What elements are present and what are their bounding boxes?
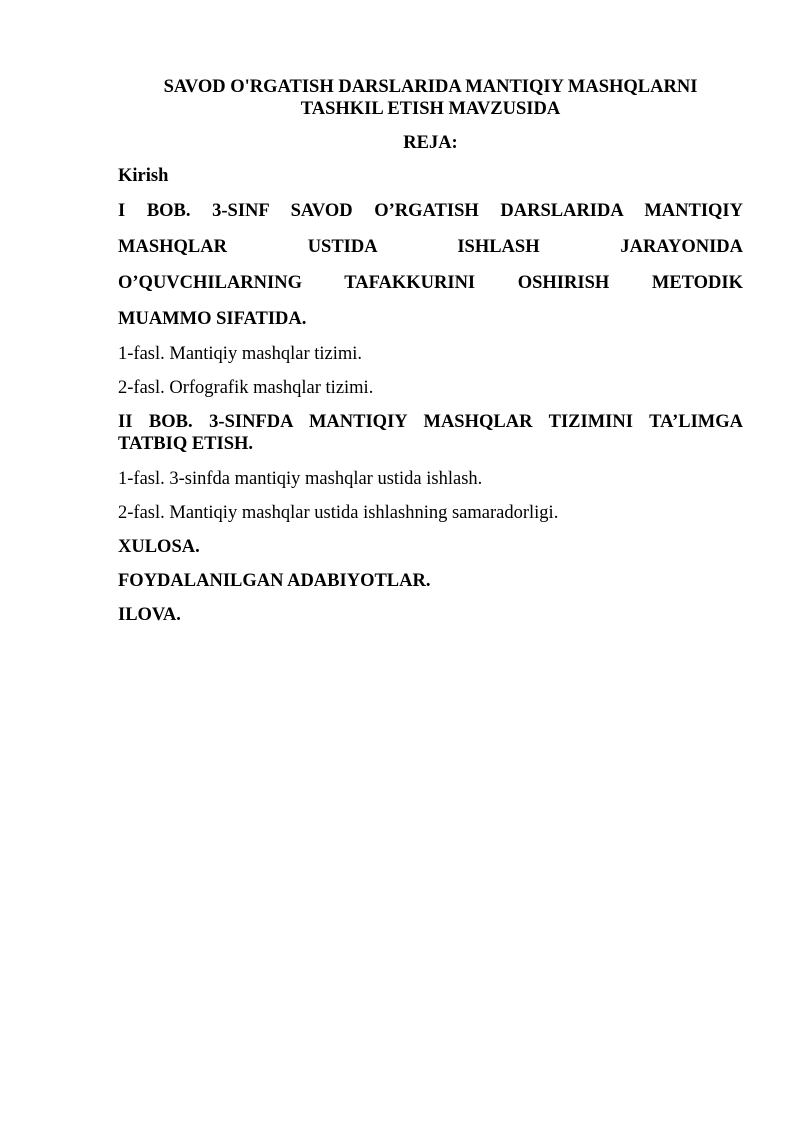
document-title-line-1: SAVOD O'RGATISH DARSLARIDA MANTIQIY MASHQLARNI bbox=[163, 77, 698, 97]
chapter-2-section-1: 1-fasl. 3-sinfda mantiqiy mashqlar ustida ishlash. bbox=[118, 469, 483, 489]
chapter-2-line-1: II BOB. 3-SINFDA MANTIQIY MASHQLAR TIZIMINI TA’LIMGA bbox=[118, 412, 743, 432]
references-entry: FOYDALANILGAN ADABIYOTLAR. bbox=[118, 571, 431, 591]
document-page bbox=[118, 76, 743, 626]
chapter-2-heading bbox=[118, 411, 743, 455]
chapter-1-line-1: I BOB. 3-SINF SAVOD O’RGATISH DARSLARIDA MANTIQIY bbox=[118, 201, 743, 221]
chapter-1-line-2: MASHQLAR USTIDA ISHLASH JARAYONIDA bbox=[118, 237, 743, 257]
chapter-2-section-2: 2-fasl. Mantiqiy mashqlar ustida ishlashning samaradorligi. bbox=[118, 503, 559, 523]
document-title-line-2: TASHKIL ETISH MAVZUSIDA bbox=[300, 99, 561, 119]
chapter-1-heading bbox=[118, 200, 743, 330]
chapter-2-line-2: TATBIQ ETISH. bbox=[118, 434, 254, 454]
intro-entry: Kirish bbox=[118, 166, 169, 186]
appendix-entry: ILOVA. bbox=[118, 605, 181, 625]
chapter-1-line-3: O’QUVCHILARNING TAFAKKURINI OSHIRISH METODIK bbox=[118, 273, 743, 293]
conclusion-entry: XULOSA. bbox=[118, 537, 200, 557]
plan-heading: REJA: bbox=[403, 133, 458, 153]
chapter-1-line-4: MUAMMO SIFATIDA. bbox=[118, 309, 307, 329]
chapter-1-section-1: 1-fasl. Mantiqiy mashqlar tizimi. bbox=[118, 344, 363, 364]
chapter-1-section-2: 2-fasl. Orfografik mashqlar tizimi. bbox=[118, 378, 374, 398]
